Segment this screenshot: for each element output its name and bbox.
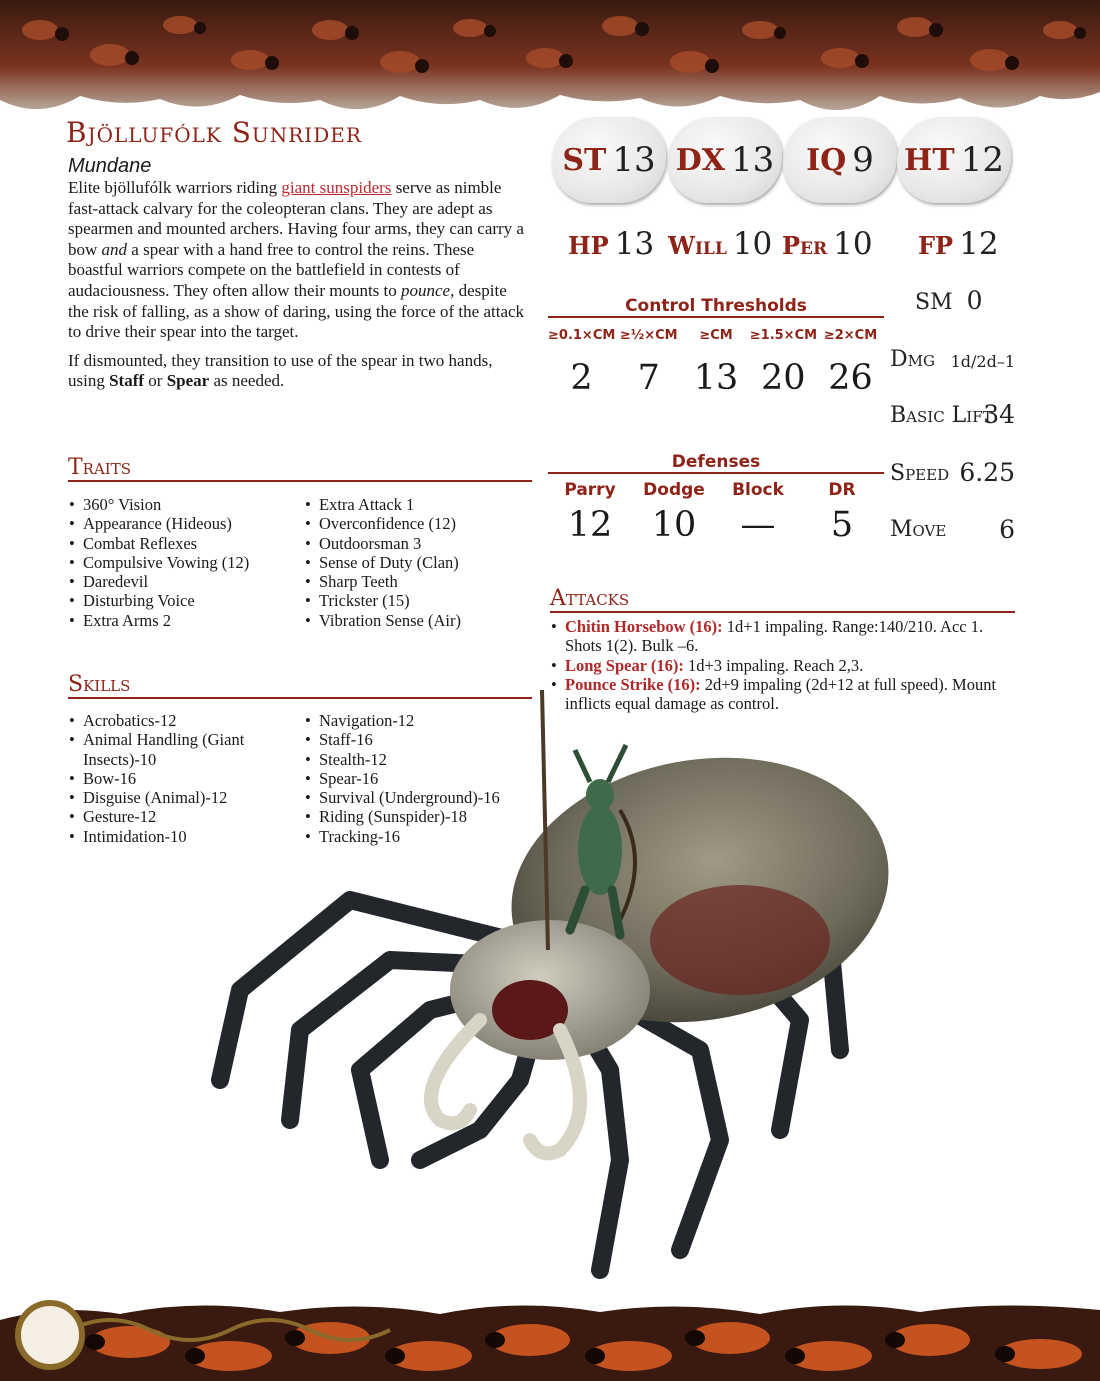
list-item: • Disturbing Voice: [68, 591, 298, 610]
list-item: • Acrobatics-12: [68, 711, 288, 730]
defenses-headers: [548, 480, 884, 500]
list-item: • Riding (Sunspider)-18: [304, 807, 534, 826]
stat-hp: HP 13: [568, 226, 655, 262]
giant-sunspiders-link[interactable]: giant sunspiders: [281, 178, 392, 197]
control-thresholds-values: [548, 358, 884, 398]
list-item: • Overconfidence (12): [304, 514, 534, 533]
list-item: • Staff-16: [304, 730, 534, 749]
defenses-title: Defenses: [671, 452, 761, 472]
list-item: • Survival (Underground)-16: [304, 788, 534, 807]
speed-value: 6.25: [959, 458, 1015, 487]
list-item: • Disguise (Animal)-12: [68, 788, 288, 807]
list-item: • Intimidation-10: [68, 827, 288, 846]
attack-item: • Pounce Strike (16): 2d+9 impaling (2d+12 at full speed). Mount inflicts equal damage as control.: [550, 675, 1012, 714]
control-thresholds-title: Control Thresholds: [625, 296, 807, 316]
traits-list-left: [68, 495, 298, 630]
list-item: • Vibration Sense (Air): [304, 611, 534, 630]
basic-lift-value: 34: [983, 400, 1015, 429]
basic-lift-label: Basic Lift: [890, 403, 993, 428]
page-number-medallion: [18, 1303, 82, 1367]
creature-type: Mundane: [68, 155, 152, 177]
threshold-value: 26: [828, 358, 873, 398]
threshold-value: 2: [570, 358, 593, 398]
creature-name: Bjöllufólk Sunrider: [66, 116, 362, 149]
dmg-value: 1d/2d–1: [950, 352, 1015, 371]
stat-fp: FP 12: [918, 226, 999, 262]
list-item: • Appearance (Hideous): [68, 514, 298, 533]
stat-per: Per 10: [782, 226, 873, 262]
list-item: • Stealth-12: [304, 750, 534, 769]
attacks-heading: Attacks: [550, 586, 1015, 613]
threshold-header: ≥0.1×CM: [548, 328, 616, 343]
defense-value: 5: [830, 505, 854, 545]
traits-list-right: [304, 495, 534, 630]
ant-header-border: [0, 0, 1100, 125]
threshold-value: 20: [760, 358, 806, 398]
defense-header: DR: [828, 480, 856, 500]
attribute-st: ST 13: [552, 117, 666, 203]
list-item: • Daredevil: [68, 572, 298, 591]
list-item: • Bow-16: [68, 769, 288, 788]
defense-header: Parry: [564, 480, 616, 500]
control-thresholds-headers: [548, 328, 884, 343]
list-item: • Extra Attack 1: [304, 495, 534, 514]
attribute-dx: DX 13: [668, 117, 782, 203]
traits-heading: Traits: [68, 455, 532, 482]
speed-label: Speed: [890, 461, 950, 486]
creature-description: [68, 178, 528, 400]
list-item: • Sense of Duty (Clan): [304, 553, 534, 572]
list-item: • Extra Arms 2: [68, 611, 298, 630]
defenses-values: [548, 505, 884, 545]
list-item: • Navigation-12: [304, 711, 534, 730]
sunrider-illustration: [180, 690, 900, 1290]
defense-header: Block: [732, 480, 784, 500]
dmg-label: Dmg: [890, 347, 935, 372]
list-item: • Trickster (15): [304, 591, 534, 610]
list-item: • Tracking-16: [304, 827, 534, 846]
threshold-value: 7: [637, 358, 660, 398]
move-value: 6: [999, 515, 1015, 544]
list-item: • Outdoorsman 3: [304, 534, 534, 553]
dismounted-paragraph: If dismounted, they transition to use of the spear in two hands, using Staff or Spear as needed.: [68, 350, 493, 391]
attack-item: • Chitin Horsebow (16): 1d+1 impaling. Range:140/210. Acc 1. Shots 1(2). Bulk –6.: [550, 617, 1012, 656]
list-item: • 360° Vision: [68, 495, 298, 514]
skills-heading: Skills: [68, 672, 532, 699]
attack-item: • Long Spear (16): 1d+3 impaling. Reach 2,3.: [550, 656, 1012, 675]
defenses-header: [548, 452, 884, 474]
threshold-value: 13: [693, 358, 739, 398]
description-paragraph: Elite bjöllufólk warriors riding giant sunspiders serve as nimble fast-attack calvary for the coleopteran clans. They are adept as spearmen and mounted archers. Having four arms, they can carry a bow and a spear with a hand free to control the reins. These boastful warriors compete on the battlefield in contests of audaciousness. They often allow their mounts to pounce, despite the risk of falling, as a show of daring, using the force of the attack to drive their spear into the target.: [68, 178, 525, 342]
list-item: • Gesture-12: [68, 807, 288, 826]
list-item: • Animal Handling (Giant Insects)-10: [68, 730, 288, 769]
stat-will: Will 10: [668, 226, 773, 262]
list-item: • Compulsive Vowing (12): [68, 553, 298, 572]
list-item: • Spear-16: [304, 769, 534, 788]
threshold-header: ≥2×CM: [823, 328, 878, 343]
control-thresholds-header: [548, 296, 884, 318]
attribute-iq: IQ 9: [783, 117, 897, 203]
defense-value: —: [740, 505, 776, 545]
threshold-header: ≥1.5×CM: [749, 328, 818, 343]
list-item: • Sharp Teeth: [304, 572, 534, 591]
threshold-header: ≥CM: [699, 328, 733, 343]
attribute-ht: HT 12: [897, 117, 1011, 203]
threshold-header: ≥½×CM: [619, 328, 678, 343]
beetle-footer-border: [0, 1290, 1100, 1381]
sm-label: SM 0: [915, 286, 983, 315]
move-label: Move: [890, 517, 947, 542]
list-item: • Combat Reflexes: [68, 534, 298, 553]
defense-value: 12: [567, 505, 613, 545]
defense-header: Dodge: [643, 480, 705, 500]
defense-value: 10: [651, 505, 697, 545]
